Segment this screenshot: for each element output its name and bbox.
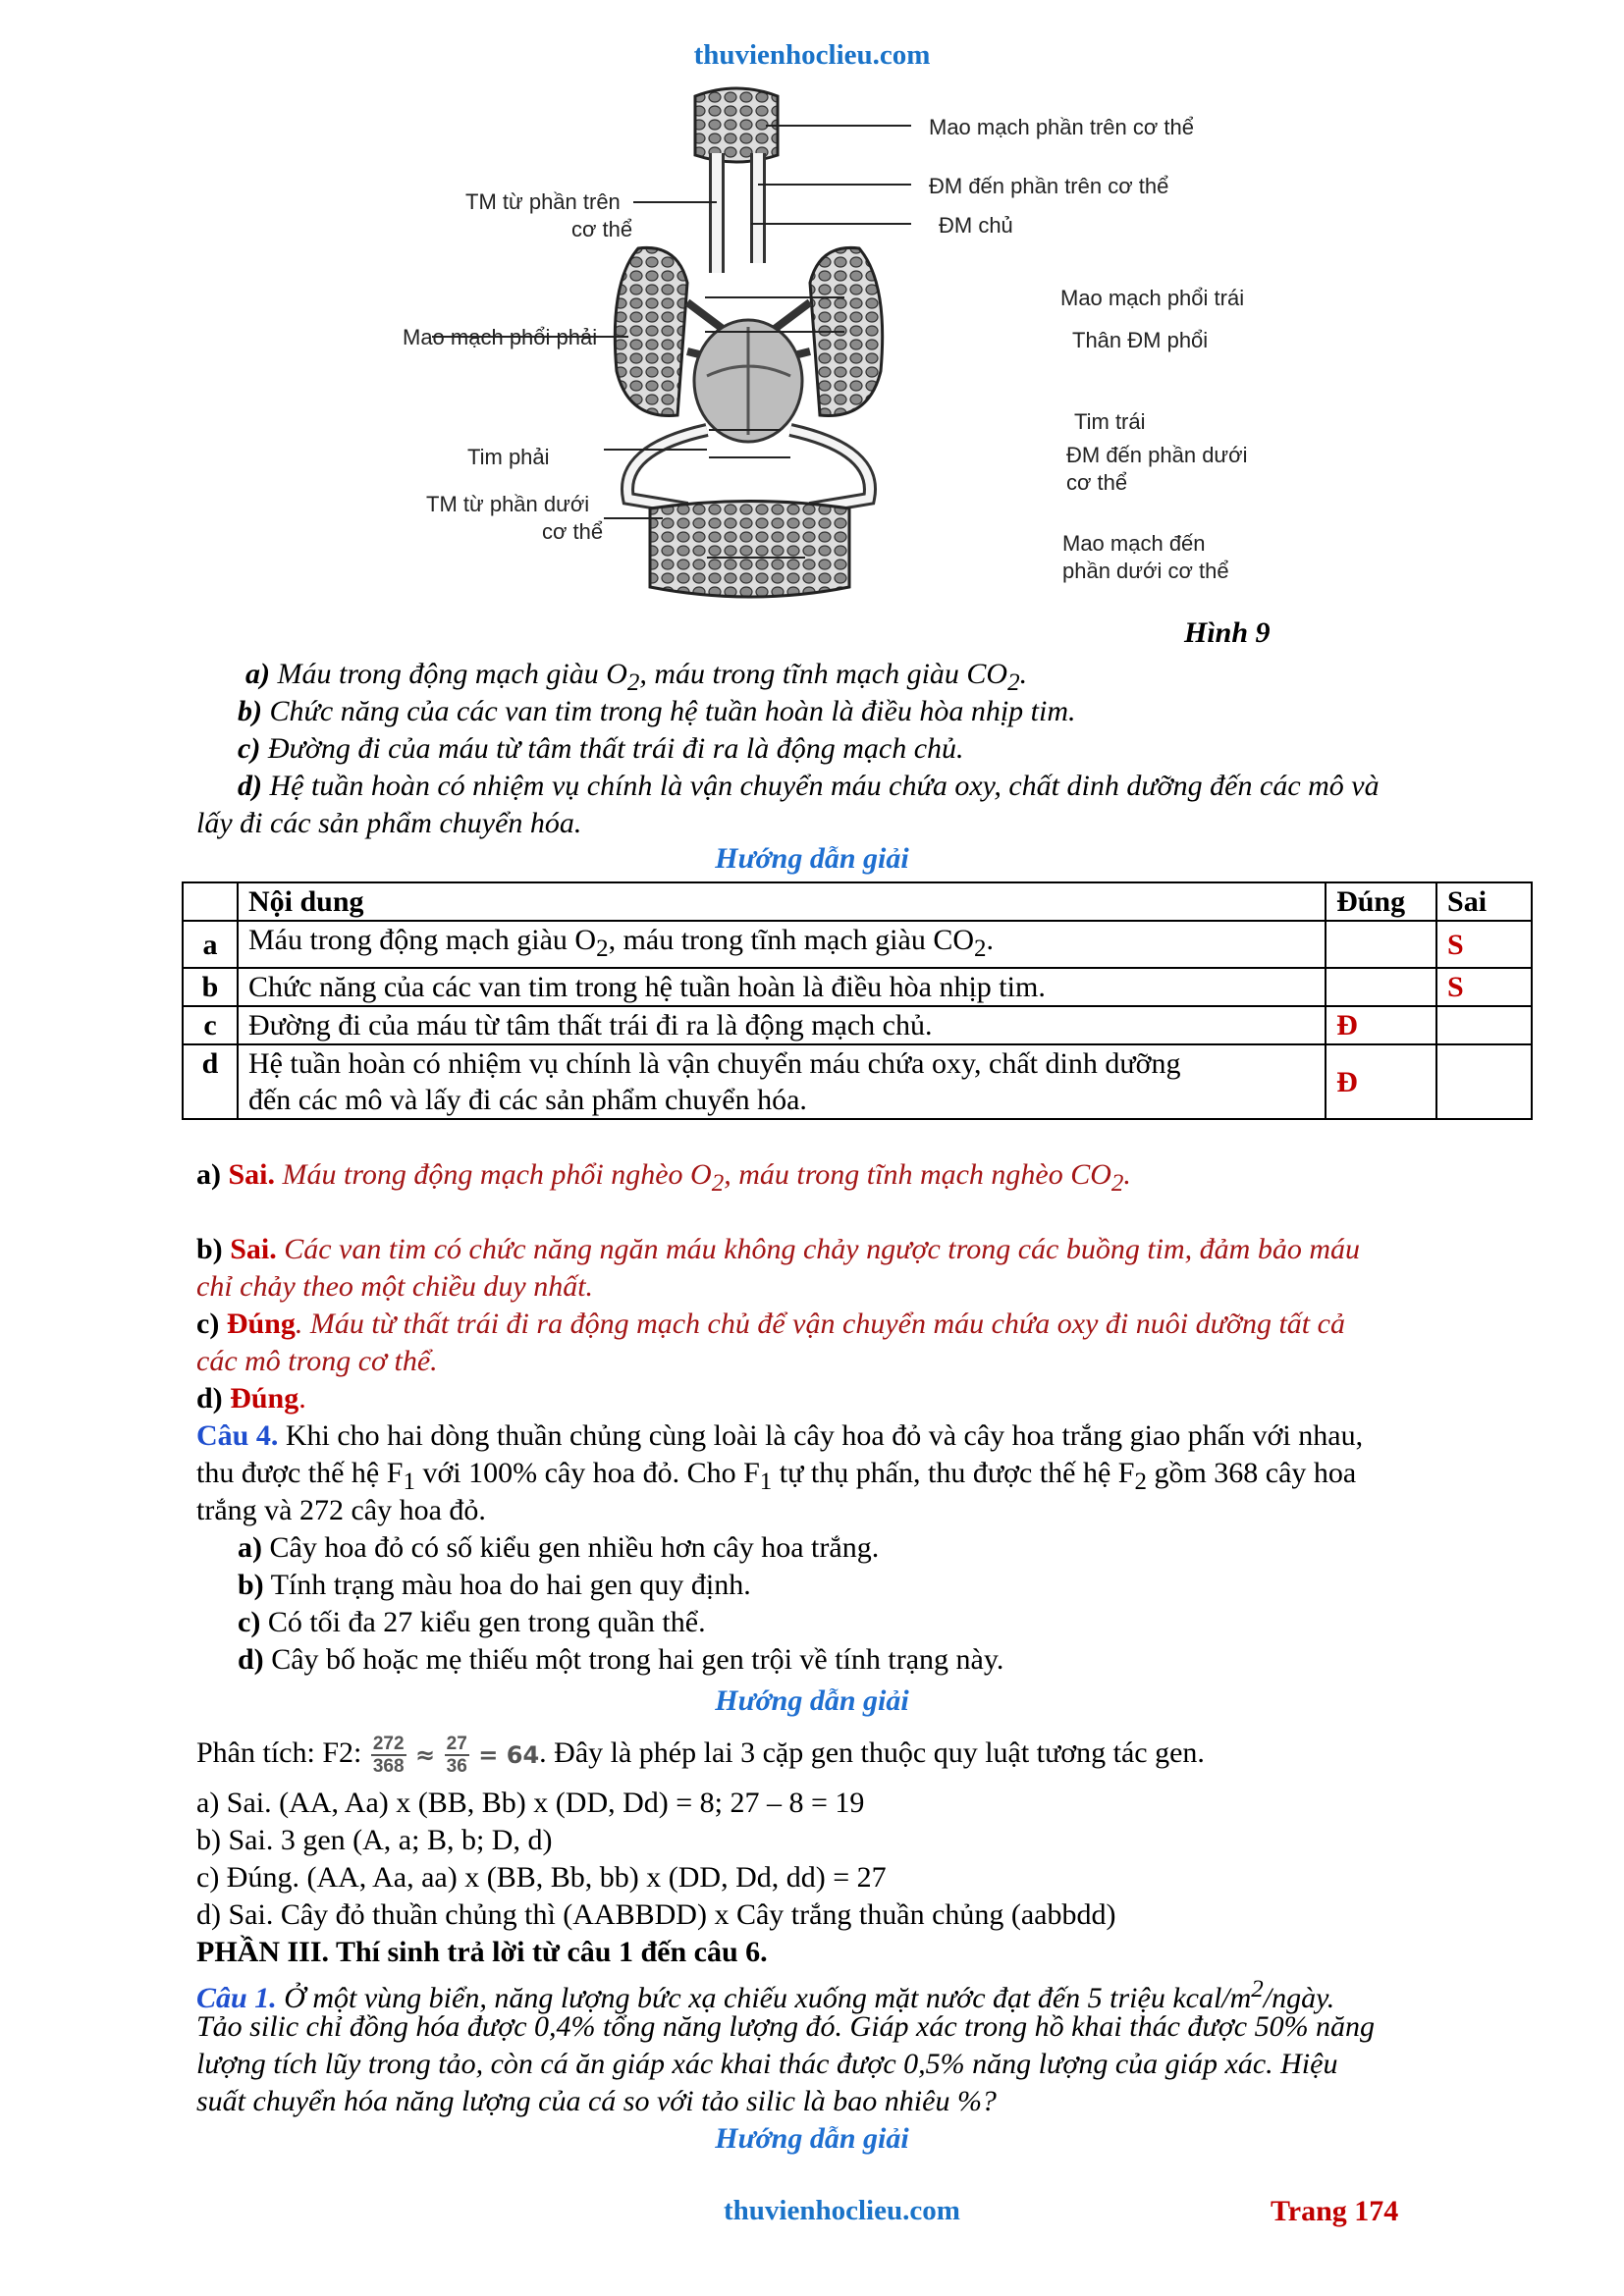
q1-line-3: lượng tích lũy trong tảo, còn cá ăn giáp xác khai thác được 0,5% năng lượng của giáp xác. Hiệu: [196, 2048, 1338, 2080]
part3-title: PHẦN III. Thí sinh trả lời từ câu 1 đến câu 6.: [196, 1936, 768, 1968]
label-mao-phoi-trai: Mao mạch phổi trái: [1060, 286, 1245, 310]
label-tm-duoi-1: TM từ phần dưới: [426, 492, 590, 516]
label-mao-mach-tren: Mao mạch phần trên cơ thể: [929, 115, 1195, 139]
q3-statement-b: b) Chức năng của các van tim trong hệ tuần hoàn là điều hòa nhịp tim.: [238, 695, 1076, 727]
header-false: Sai: [1436, 882, 1532, 921]
explanation-b-cont: chỉ chảy theo một chiều duy nhất.: [196, 1270, 594, 1303]
q4-statement-a: a) Cây hoa đỏ có số kiểu gen nhiều hơn cây hoa trắng.: [238, 1531, 880, 1564]
label-dm-chu: ĐM chủ: [939, 213, 1013, 238]
label-mao-phoi-phai: Mao mạch phổi phải: [403, 325, 598, 349]
fraction-27-36: $\frac{27}{36}$: [446, 1734, 467, 1778]
q4-statement-b: b) Tính trạng màu hoa do hai gen quy định.: [238, 1569, 751, 1601]
q3-statement-d: d) Hệ tuần hoàn có nhiệm vụ chính là vận chuyển máu chứa oxy, chất dinh dưỡng đến các mô và: [238, 770, 1380, 802]
solution4-c: c) Đúng. (AA, Aa, aa) x (BB, Bb, bb) x (DD, Dd, dd) = 27: [196, 1861, 887, 1894]
table-row: b Chức năng của các van tim trong hệ tuần hoàn là điều hòa nhịp tim. S: [183, 968, 1532, 1006]
header-content: Nội dung: [238, 882, 1326, 921]
table-header-row: [183, 882, 1532, 921]
explanation-c: c) Đúng. Máu từ thất trái đi ra động mạch chủ để vận chuyển máu chứa oxy đi nuôi dưỡng tất cả: [196, 1308, 1345, 1340]
label-dm-duoi-2: cơ thể: [1066, 470, 1128, 495]
solution4-a: a) Sai. (AA, Aa) x (BB, Bb) x (DD, Dd) = 8; 27 – 8 = 19: [196, 1787, 865, 1819]
guide-heading-2: Hướng dẫn giải: [715, 1684, 909, 1717]
label-mao-duoi-1: Mao mạch đến: [1062, 531, 1206, 556]
q4-statement-c: c) Có tối đa 27 kiểu gen trong quần thể.: [238, 1606, 706, 1638]
header-true: Đúng: [1326, 882, 1436, 921]
label-tim-trai: Tim trái: [1074, 409, 1146, 434]
q3-statement-c: c) Đường đi của máu từ tâm thất trái đi ra là động mạch chủ.: [238, 732, 964, 765]
label-tim-phai: Tim phải: [467, 445, 550, 469]
header-site: thuvienhoclieu.com: [693, 39, 931, 71]
footer-site: thuvienhoclieu.com: [724, 2195, 960, 2226]
label-dm-duoi-1: ĐM đến phần dưới: [1066, 443, 1248, 467]
solution4-d: d) Sai. Cây đỏ thuần chủng thì (AABBDD) x Cây trắng thuần chủng (aabbdd): [196, 1898, 1116, 1931]
explanation-a: a) Sai. Máu trong động mạch phổi nghèo $O_2$, máu trong tĩnh mạch nghèo $CO_2$.: [196, 1158, 1131, 1197]
table-row: c Đường đi của máu từ tâm thất trái đi ra là động mạch chủ. Đ: [183, 1006, 1532, 1044]
q3-statement-a: a) Máu trong động mạch giàu $O_2$, máu trong tĩnh mạch giàu $CO_2$.: [245, 658, 1028, 696]
explanation-b: b) Sai. Các van tim có chức năng ngăn máu không chảy ngược trong các buồng tim, đảm bảo máu: [196, 1233, 1360, 1265]
label-mao-duoi-2: phần dưới cơ thể: [1062, 559, 1229, 583]
answer-table: [182, 881, 1533, 1120]
explanation-c-cont: các mô trong cơ thể.: [196, 1345, 438, 1377]
solution4-b: b) Sai. 3 gen (A, a; B, b; D, d): [196, 1824, 553, 1856]
q1-line-4: suất chuyển hóa năng lượng của cá so với tảo silic là bao nhiêu %?: [196, 2085, 997, 2117]
solution4-analysis: Phân tích: F2: $\frac{272}{368}$ ≈ $\frac{27}{36}$ = 64. Đây là phép lai 3 cặp gen thuộc quy luật tương tác gen.: [196, 1734, 1205, 1778]
fraction-272-368: $\frac{272}{368}$: [372, 1734, 405, 1778]
label-tm-tren-2: cơ thể: [571, 217, 633, 241]
figure-caption: Hình 9: [1184, 616, 1271, 649]
label-than-dm-phoi: Thân ĐM phổi: [1072, 328, 1209, 352]
explanation-d: d) Đúng.: [196, 1382, 306, 1415]
q1-line-2: Tảo silic chỉ đồng hóa được 0,4% tổng năng lượng đó. Giáp xác trong hồ khai thác được 50% năng: [196, 2010, 1376, 2043]
q4-line-1: Câu 4. Khi cho hai dòng thuần chủng cùng loài là cây hoa đỏ và cây hoa trắng giao phấn với nhau,: [196, 1419, 1364, 1452]
guide-heading-3: Hướng dẫn giải: [715, 2122, 909, 2155]
q4-line-2: thu được thế hệ $F_1$ với 100% cây hoa đỏ. Cho $F_1$ tự thụ phấn, thu được thế hệ $F_2$ gồm 368 cây hoa: [196, 1457, 1357, 1495]
q4-statement-d: d) Cây bố hoặc mẹ thiếu một trong hai gen trội về tính trạng này.: [238, 1643, 1004, 1676]
q3-statement-d-cont: lấy đi các sản phẩm chuyển hóa.: [196, 807, 582, 839]
label-tm-duoi-2: cơ thể: [542, 519, 604, 544]
table-row: d Hệ tuần hoàn có nhiệm vụ chính là vận chuyển máu chứa oxy, chất dinh dưỡng đến các mô và lấy đi các sản phẩm chuyển hóa. Đ: [183, 1044, 1532, 1119]
footer-page-number: Trang 174: [1271, 2195, 1399, 2227]
guide-heading-1: Hướng dẫn giải: [715, 842, 909, 875]
label-tm-tren-1: TM từ phần trên: [465, 189, 621, 214]
q1-line-1: Câu 1. Ở một vùng biển, năng lượng bức xạ chiếu xuống mặt nước đạt đến 5 triệu kcal/$m^2$/ngày.: [196, 1976, 1335, 2014]
q4-line-3: trắng và 272 cây hoa đỏ.: [196, 1494, 486, 1526]
table-row: a Máu trong động mạch giàu $O_2$, máu trong tĩnh mạch giàu $CO_2$. S: [183, 921, 1532, 968]
label-dm-tren: ĐM đến phần trên cơ thể: [929, 174, 1169, 198]
